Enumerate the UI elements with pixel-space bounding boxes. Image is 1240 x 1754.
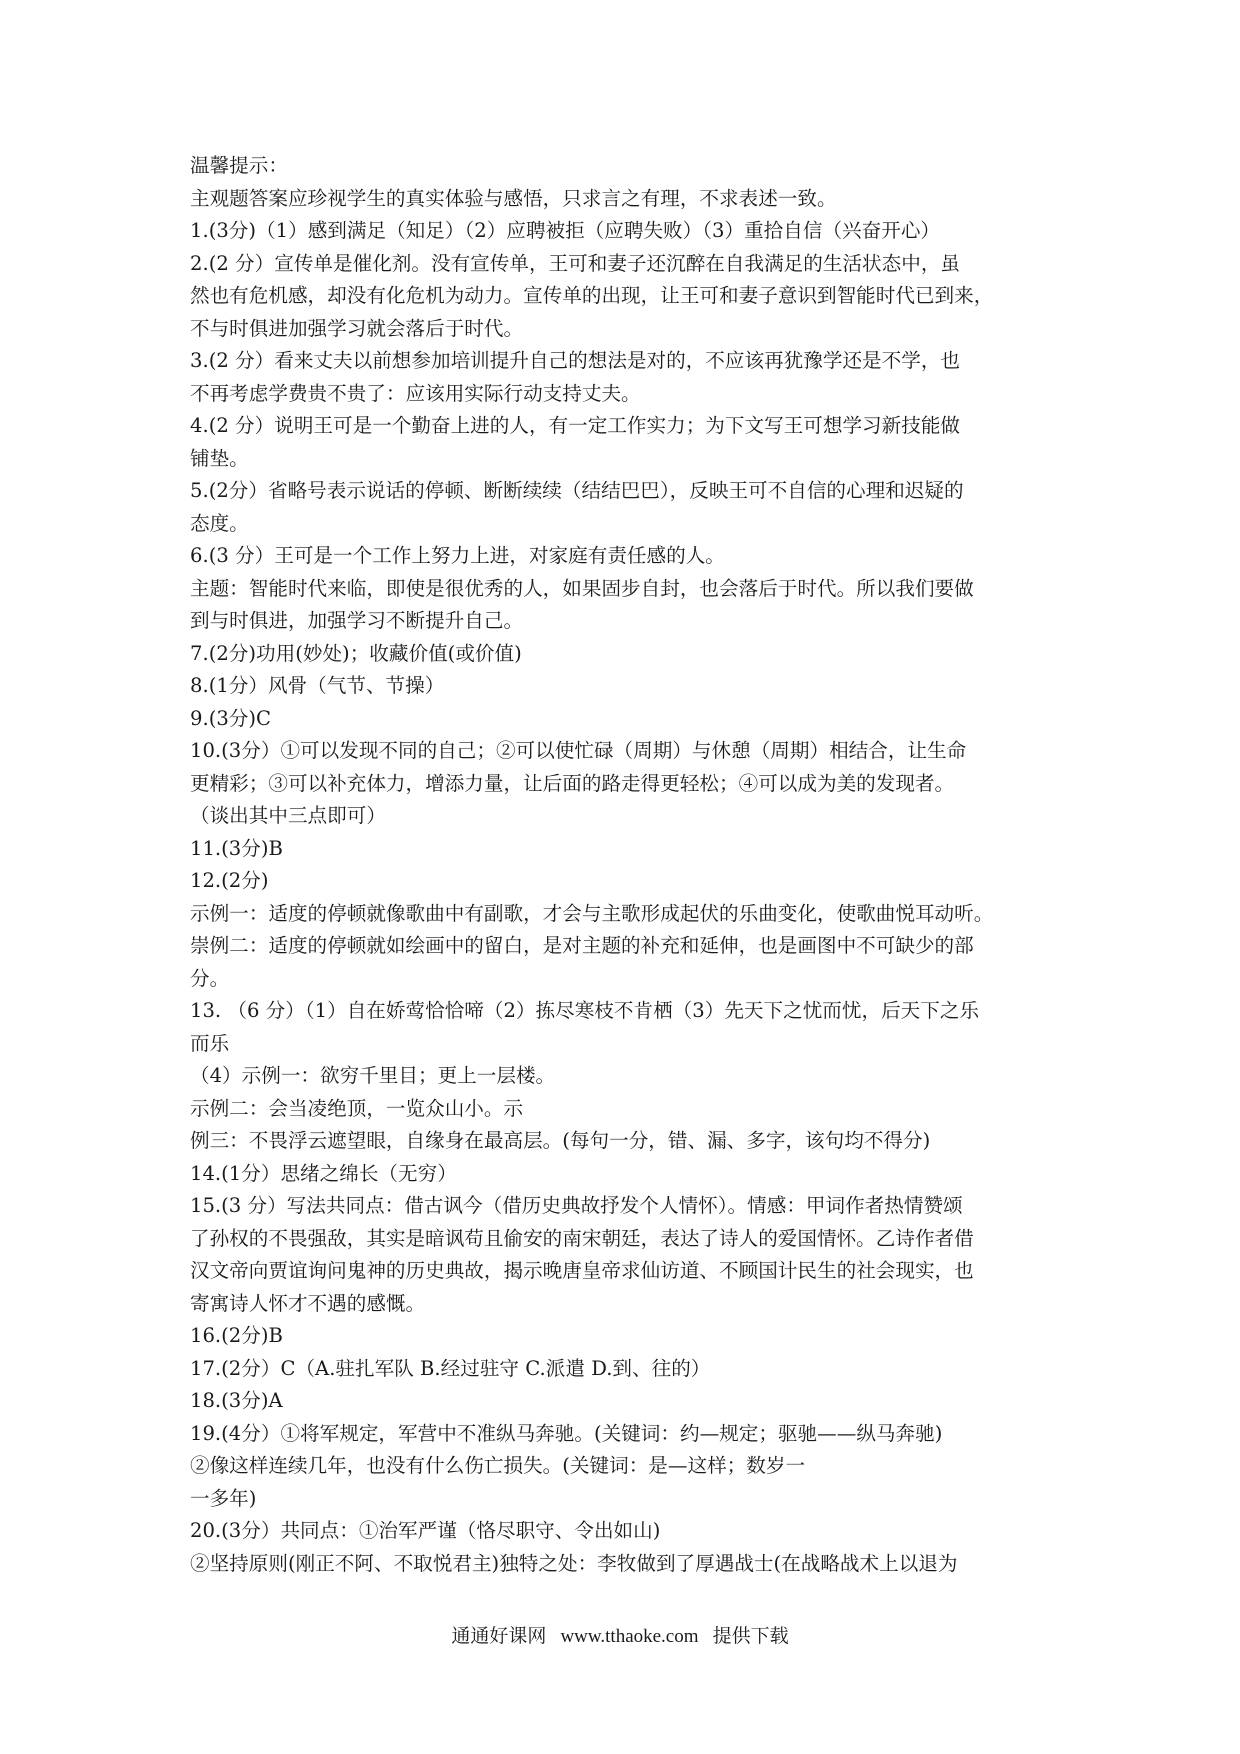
text-line: 17.(2分）C（A.驻扎军队 B.经过驻守 C.派遣 D.到、往的） (190, 1356, 711, 1380)
text-line: 寄寓诗人怀才不遇的感慨。 (190, 1291, 426, 1315)
text-line: 例三：不畏浮云遮望眼，自缘身在最高层。(每句一分，错、漏、多字，该句均不得分) (190, 1129, 931, 1152)
text-line: ②像这样连续几年，也没有什么伤亡损失。(关键词：是—这样；数岁一 (190, 1454, 806, 1477)
text-line: 2.(2 分）宣传单是催化剂。没有宣传单，王可和妻子还沉醉在自我满足的生活状态中，虽 (190, 251, 961, 275)
text-line: 温馨提示： (190, 154, 288, 177)
text-line: 不再考虑学费贵不贵了：应该用实际行动支持丈夫。 (190, 381, 641, 405)
text-line: 12.(2分) (190, 869, 269, 892)
footer-suffix: 提供下载 (712, 1625, 789, 1647)
text-line: 了孙权的不畏强敌，其实是暗讽苟且偷安的南宋朝廷，表达了诗人的爱国情怀。乙诗作者借 (190, 1226, 974, 1250)
text-line: 示例二：会当凌绝顶，一览众山小。示 (190, 1096, 524, 1120)
text-line: 19.(4分）①将军规定，军营中不准纵马奔驰。(关键词：约—规定；驱驰——纵马奔驰) (190, 1421, 943, 1445)
text-line: 13. （6 分）（1）自在娇莺恰恰啼（2）拣尽寒枝不肯栖（3）先天下之忧而忧，后天下之乐 (190, 999, 980, 1022)
text-line: 然也有危机感，却没有化危机为动力。宣传单的出现，让王可和妻子意识到智能时代已到来， (190, 284, 994, 307)
text-line: 4.(2 分）说明王可是一个勤奋上进的人，有一定工作实力；为下文写王可想学习新技能做 (190, 414, 961, 437)
answer-key-text (190, 150, 1060, 1580)
text-line: 1.(3分)（1）感到满足（知足）（2）应聘被拒（应聘失败）（3）重拾自信（兴奋开心） (190, 219, 941, 242)
text-line: 15.(3 分）写法共同点：借古讽今（借历史典故抒发个人情怀）。情感：甲词作者热情赞颂 (190, 1194, 963, 1217)
text-line: 20.(3分）共同点：①治军严谨（恪尽职守、令出如山) (190, 1519, 661, 1542)
footer-url: www.tthaoke.com (560, 1626, 699, 1647)
text-line: （谈出其中三点即可） (190, 804, 386, 827)
text-line: 汉文帝向贾谊询问鬼神的历史典故，揭示晚唐皇帝求仙访道、不顾国计民生的社会现实，也 (190, 1259, 974, 1282)
text-line: 9.(3分)C (190, 706, 272, 730)
page-footer (0, 1622, 1240, 1651)
text-line: （4）示例一：欲穷千里目；更上一层楼。 (190, 1064, 556, 1087)
text-line: 14.(1分）思绪之绵长（无穷） (190, 1161, 457, 1185)
footer-site-name: 通通好课网 (451, 1625, 547, 1647)
text-line: 7.(2分)功用(妙处)；收藏价值(或价值) (190, 641, 522, 665)
text-line: 16.(2分)B (190, 1324, 283, 1347)
text-line: ②坚持原则(刚正不阿、不取悦君主)独特之处：李牧做到了厚遇战士(在战略战术上以退为 (190, 1551, 958, 1575)
text-line: 主观题答案应珍视学生的真实体验与感悟，只求言之有理，不求表述一致。 (190, 186, 837, 210)
text-line: 3.(2 分）看来丈夫以前想参加培训提升自己的想法是对的，不应该再犹豫学还是不学，也 (190, 349, 961, 372)
text-line: 10.(3分）①可以发现不同的自己；②可以使忙碌（周期）与休憩（周期）相结合，让生命 (190, 739, 967, 762)
text-line: 18.(3分)A (190, 1389, 283, 1412)
text-line: 示例一：适度的停顿就像歌曲中有副歌，才会与主歌形成起伏的乐曲变化，使歌曲悦耳动听。 (190, 901, 994, 925)
text-line: 11.(3分)B (190, 836, 283, 860)
text-line: 8.(1分）风骨（气节、节操） (190, 674, 445, 697)
text-line: 而乐 (190, 1031, 230, 1055)
text-line: 到与时俱进，加强学习不断提升自己。 (190, 609, 524, 632)
text-line: 崇例二：适度的停顿就如绘画中的留白，是对主题的补充和延伸，也是画图中不可缺少的部 (190, 934, 974, 957)
text-line: 铺垫。 (190, 446, 249, 470)
text-line: 6.(3 分）王可是一个工作上努力上进，对家庭有责任感的人。 (190, 544, 725, 567)
text-line: 分。 (190, 966, 230, 990)
text-line: 主题：智能时代来临，即使是很优秀的人，如果固步自封，也会落后于时代。所以我们要做 (190, 576, 974, 600)
text-line: 一多年) (190, 1486, 257, 1510)
text-line: 5.(2分）省略号表示说话的停顿、断断续续（结结巴巴），反映王可不自信的心理和迟疑的 (190, 479, 964, 502)
text-line: 态度。 (190, 511, 249, 535)
text-line: 不与时俱进加强学习就会落后于时代。 (190, 316, 524, 340)
text-line: 更精彩；③可以补充体力，增添力量，让后面的路走得更轻松；④可以成为美的发现者。 (190, 771, 955, 795)
